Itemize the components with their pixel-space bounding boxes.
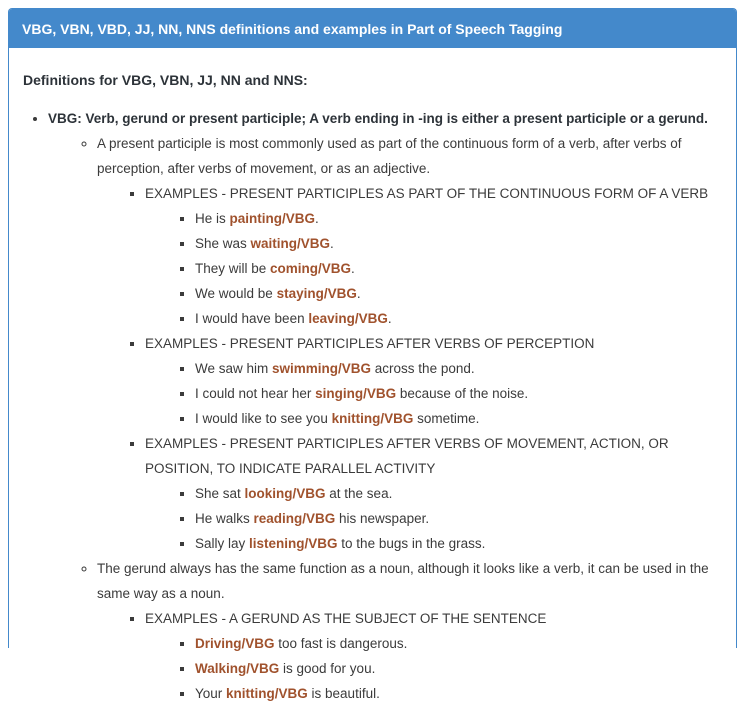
pos-tagged-word: Walking/VBG [195,661,280,676]
sentence-post: . [315,211,319,226]
example-sentence [195,656,724,681]
sentence-pre: Sally lay [195,536,250,551]
pos-tagged-word: swimming/VBG [272,361,372,376]
sentence-post: because of the noise. [396,386,529,401]
example-group-movement [145,431,724,556]
gerund-item [97,556,724,706]
example-group-perception [145,331,724,431]
page-title-bar [9,9,736,48]
vbg-sublist [48,131,724,706]
sentence-post: too fast is dangerous. [274,636,408,651]
sentence-pre: We saw him [195,361,273,376]
present-participle-example-groups [97,181,724,556]
example-sentence [195,406,724,431]
vbg-definition-item [48,106,724,706]
example-sentence [195,281,724,306]
example-sentence [195,481,724,506]
example-sentence [195,506,724,531]
sentence-post: his newspaper. [335,511,430,526]
sentence-pre: She was [195,236,251,251]
sentence-post: is beautiful. [307,686,380,701]
present-participle-text: A present participle is most commonly used as part of the continuous form of a verb, after verbs of perception, after verbs of movement, or as an adjective. [97,136,682,176]
sentence-post: across the pond. [371,361,475,376]
pos-tagged-word: coming/VBG [270,261,352,276]
example-group-label: EXAMPLES - PRESENT PARTICIPLES AFTER VERBS OF MOVEMENT, ACTION, OR POSITION, TO INDICATE PARALLEL ACTIVITY [145,436,669,476]
pos-tagged-word: staying/VBG [276,286,357,301]
pos-tagged-word: knitting/VBG [331,411,414,426]
sentence-pre: We would be [195,286,277,301]
sentence-pre: I would have been [195,311,309,326]
present-participle-item [97,131,724,556]
pos-tagged-word: reading/VBG [253,511,336,526]
example-sentence [195,631,724,656]
sentence-pre: They will be [195,261,271,276]
definitions-heading: Definitions for VBG, VBN, JJ, NN and NNS: [23,72,308,88]
example-sentence [195,206,724,231]
example-list-perception [145,356,724,431]
sentence-post: is good for you. [279,661,376,676]
sentence-post: . [351,261,355,276]
vbg-definition-text: VBG: Verb, gerund or present participle; A verb ending in -ing is either a present participle or a gerund. [48,111,708,126]
pos-tagged-word: listening/VBG [249,536,338,551]
example-sentence [195,231,724,256]
sentence-pre: She sat [195,486,245,501]
gerund-text: The gerund always has the same function as a noun, although it looks like a verb, it can be used in the same way as a noun. [97,561,709,601]
example-group-continuous [145,181,724,331]
sentence-post: to the bugs in the grass. [337,536,486,551]
example-list-movement [145,481,724,556]
pos-tagged-word: Driving/VBG [195,636,275,651]
example-sentence [195,681,724,706]
example-group-label: EXAMPLES - PRESENT PARTICIPLES AFTER VERBS OF PERCEPTION [145,336,595,351]
example-sentence [195,381,724,406]
sentence-pre: Your [195,686,227,701]
sentence-pre: I could not hear her [195,386,316,401]
page-title: VBG, VBN, VBD, JJ, NN, NNS definitions and examples in Part of Speech Tagging [22,21,563,37]
article-panel [8,8,737,701]
sentence-post: . [356,286,361,301]
example-group-label: EXAMPLES - PRESENT PARTICIPLES AS PART OF THE CONTINUOUS FORM OF A VERB [145,186,709,201]
gerund-example-groups [97,606,724,706]
sentence-post: at the sea. [325,486,393,501]
example-list-continuous [145,206,724,331]
sentence-pre: He walks [195,511,254,526]
sentence-pre: I would like to see you [195,411,332,426]
pos-tagged-word: looking/VBG [244,486,326,501]
example-list-gerund-subject [145,631,724,706]
pos-tagged-word: singing/VBG [315,386,397,401]
definitions-list [21,106,724,706]
pos-tagged-word: leaving/VBG [308,311,388,326]
content-area [9,48,736,716]
example-sentence [195,256,724,281]
example-sentence [195,306,724,331]
example-group-label: EXAMPLES - A GERUND AS THE SUBJECT OF THE SENTENCE [145,611,547,626]
example-sentence [195,356,724,381]
sentence-pre: He is [195,211,230,226]
sentence-post: . [387,311,392,326]
sentence-post: . [330,236,334,251]
pos-tagged-word: knitting/VBG [226,686,308,701]
example-sentence [195,531,724,556]
example-group-gerund-subject [145,606,724,706]
pos-tagged-word: painting/VBG [229,211,316,226]
sentence-post: sometime. [413,411,480,426]
pos-tagged-word: waiting/VBG [250,236,331,251]
